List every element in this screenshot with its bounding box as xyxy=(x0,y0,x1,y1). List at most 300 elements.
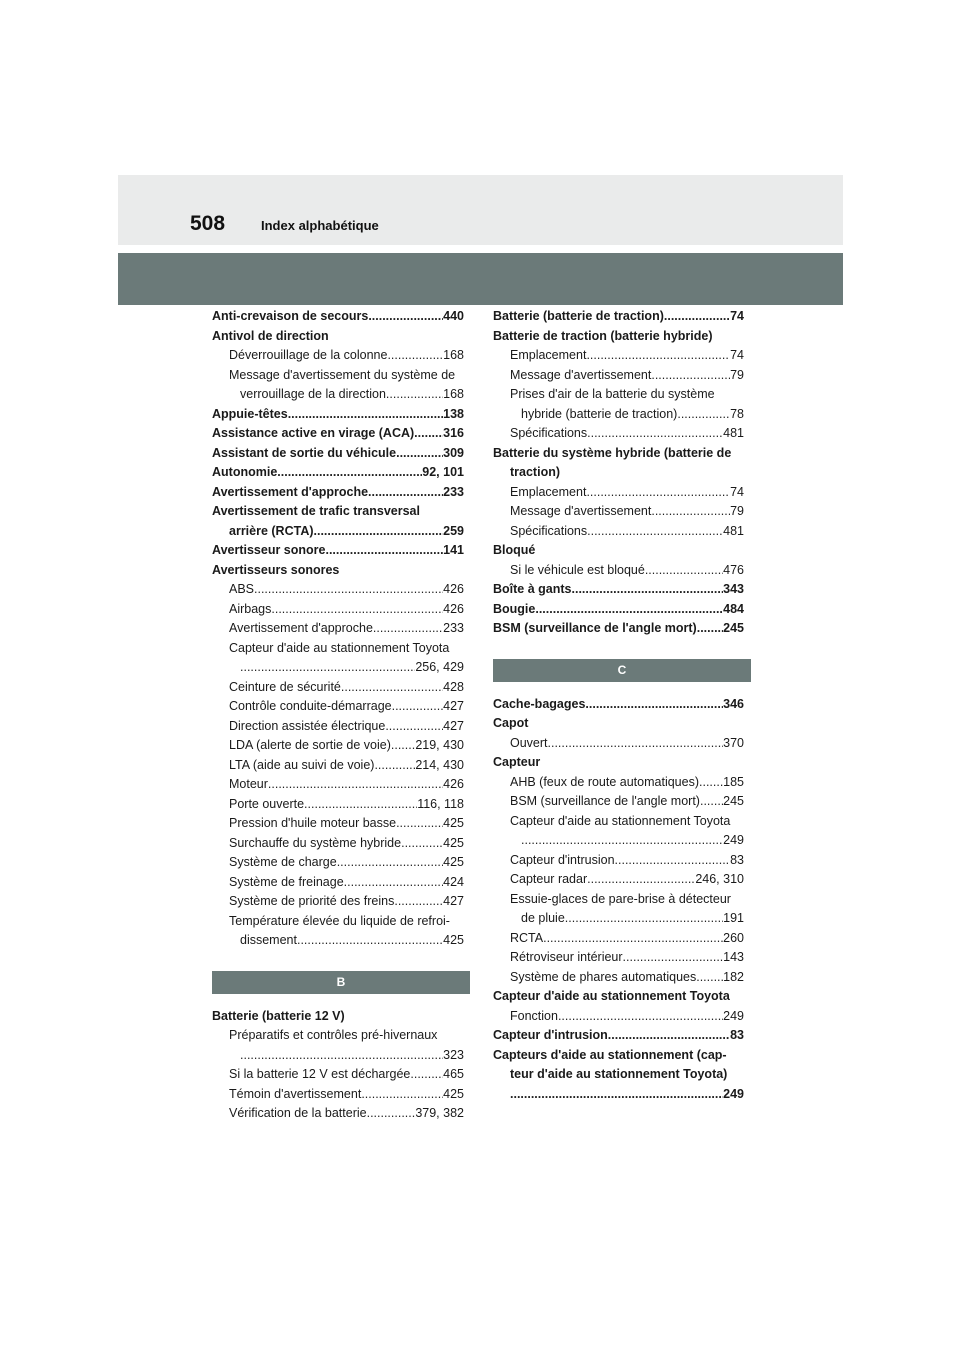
entry-text: Témoin d'avertissement xyxy=(229,1086,362,1101)
entry-continuation xyxy=(212,522,464,542)
dot-leader xyxy=(304,795,417,815)
dot-leader xyxy=(387,346,443,366)
page-ref: 426 xyxy=(443,582,464,596)
page-ref: 476 xyxy=(723,562,744,577)
dot-leader xyxy=(615,851,731,871)
page-ref: 484 xyxy=(723,601,744,616)
entry-text: Porte ouverte xyxy=(229,796,305,811)
entry-line xyxy=(229,912,464,932)
section-letter-c: C xyxy=(493,659,751,682)
dot-leader xyxy=(677,405,730,425)
page-ref: 233 xyxy=(443,621,464,635)
page-title: Index alphabétique xyxy=(261,218,379,233)
entry-line xyxy=(493,444,744,464)
dot-leader xyxy=(565,909,723,929)
page-ref: 233 xyxy=(443,484,464,499)
entry-line xyxy=(212,1007,464,1027)
entry-continuation xyxy=(493,1065,744,1085)
entry-text: Ceinture de sécurité xyxy=(229,679,341,694)
entry-line xyxy=(493,307,744,327)
dot-leader xyxy=(385,717,443,737)
index-subentry xyxy=(493,483,744,503)
index-subentry xyxy=(493,890,744,929)
entry-line xyxy=(510,773,744,793)
page-ref: 79 xyxy=(730,367,744,382)
entry-line xyxy=(229,697,464,717)
dot-leader xyxy=(240,658,415,678)
entry-text: Capot xyxy=(493,716,529,730)
entry-line xyxy=(229,619,464,639)
page-ref: 425 xyxy=(443,816,464,830)
page-ref: 214, 430 xyxy=(415,757,464,772)
dot-leader xyxy=(361,1085,443,1105)
page-ref: 74 xyxy=(730,348,744,362)
entry-text: Boîte à gants xyxy=(493,582,572,596)
page-ref: 182 xyxy=(723,969,744,984)
index-subentry xyxy=(212,873,464,893)
entry-text: Capteur d'aide au stationnement Toyota xyxy=(493,989,730,1003)
dot-leader xyxy=(548,734,724,754)
entry-text: Capteur d'aide au stationnement Toyota xyxy=(229,640,450,655)
page-ref: 141 xyxy=(443,543,464,557)
entry-continuation xyxy=(510,405,744,425)
entry-text: verrouillage de la direction xyxy=(240,387,386,401)
dot-leader xyxy=(240,1046,443,1066)
dot-leader xyxy=(314,522,444,542)
entry-text: Spécifications xyxy=(510,523,588,538)
page-ref: 256, 429 xyxy=(415,660,464,674)
index-subentry xyxy=(212,1026,464,1065)
page-ref: 83 xyxy=(730,852,744,867)
entry-text: Système de freinage xyxy=(229,874,344,889)
entry-line xyxy=(510,346,744,366)
entry-line xyxy=(510,522,744,542)
page-ref: 249 xyxy=(723,1086,744,1101)
dot-leader xyxy=(699,773,723,793)
dot-leader xyxy=(386,385,443,405)
dot-leader xyxy=(651,366,730,386)
entry-line xyxy=(510,870,744,890)
index-subentry xyxy=(212,678,464,698)
index-subentry xyxy=(493,851,744,871)
dot-leader xyxy=(558,1007,723,1027)
page-ref: 323 xyxy=(443,1047,464,1062)
page-ref: 427 xyxy=(443,718,464,733)
entry-line xyxy=(229,346,464,366)
entry-line xyxy=(229,366,464,386)
dot-leader xyxy=(288,405,443,425)
dot-leader xyxy=(277,463,422,483)
entry-continuation xyxy=(229,931,464,951)
index-column-left xyxy=(212,307,464,1124)
dot-leader xyxy=(297,931,443,951)
page-ref: 481 xyxy=(723,523,744,538)
entry-text: Si la batterie 12 V est déchargée xyxy=(229,1067,411,1081)
entry-line xyxy=(493,619,744,639)
page-ref: 440 xyxy=(443,309,464,323)
entry-line xyxy=(510,385,744,405)
entry-continuation xyxy=(510,909,744,929)
page-ref: 481 xyxy=(723,426,744,440)
dot-leader xyxy=(374,756,415,776)
index-subentry xyxy=(493,366,744,386)
dot-leader xyxy=(368,483,443,503)
dot-leader xyxy=(623,948,724,968)
dot-leader xyxy=(585,695,723,715)
entry-continuation xyxy=(493,1085,744,1105)
entry-continuation xyxy=(493,463,744,483)
index-entry xyxy=(493,307,744,327)
dot-leader xyxy=(697,619,723,639)
entry-line xyxy=(229,814,464,834)
entry-text: Capteur radar xyxy=(510,872,588,886)
entry-text: Déverrouillage de la colonne xyxy=(229,348,388,362)
dot-leader xyxy=(587,522,723,542)
index-subentry xyxy=(212,814,464,834)
entry-text: Rétroviseur intérieur xyxy=(510,950,623,964)
index-entry xyxy=(493,444,744,483)
entry-text: hybride (batterie de traction) xyxy=(521,406,678,421)
entry-text: Prises d'air de la batterie du système xyxy=(510,387,715,401)
entry-text: Airbags xyxy=(229,601,272,616)
index-subentry xyxy=(493,734,744,754)
section-letter-b: B xyxy=(212,971,470,994)
entry-text: Message d'avertissement xyxy=(510,504,652,518)
entry-line xyxy=(510,366,744,386)
entry-line xyxy=(212,327,464,347)
entry-text: Appuie-têtes xyxy=(212,406,288,421)
entry-text: Anti-crevaison de secours xyxy=(212,309,369,323)
dot-leader xyxy=(410,1065,443,1085)
entry-text: traction) xyxy=(510,465,560,479)
entry-text: Antivol de direction xyxy=(212,328,329,343)
entry-text: Capteurs d'aide au stationnement (cap- xyxy=(493,1047,727,1062)
index-subentry xyxy=(212,1065,464,1085)
index-entry xyxy=(493,1046,744,1105)
index-subentry xyxy=(212,775,464,795)
entry-text: Avertissement d'approche xyxy=(212,484,369,499)
dot-leader xyxy=(586,346,730,366)
index-entry xyxy=(212,541,464,561)
page-ref: 260 xyxy=(723,930,744,945)
entry-text: Préparatifs et contrôles pré-hivernaux xyxy=(229,1028,438,1042)
page-ref: 143 xyxy=(723,950,744,964)
entry-text: teur d'aide au stationnement Toyota) xyxy=(510,1067,728,1081)
entry-text: Système de charge xyxy=(229,855,337,869)
page-ref: 249 xyxy=(723,1008,744,1023)
index-subentry xyxy=(212,346,464,366)
index-subentry xyxy=(212,834,464,854)
entry-line xyxy=(229,1065,464,1085)
entry-text: Capteur d'intrusion xyxy=(493,1028,608,1042)
entry-line xyxy=(229,853,464,873)
entry-line xyxy=(510,734,744,754)
dot-leader xyxy=(394,892,443,912)
page-ref: 379, 382 xyxy=(415,1106,464,1120)
dot-leader xyxy=(396,444,443,464)
entry-text: Avertissement d'approche xyxy=(229,621,373,635)
dot-leader xyxy=(254,580,443,600)
page-ref: 370 xyxy=(723,735,744,750)
index-column-right xyxy=(493,307,744,1104)
entry-line xyxy=(212,483,464,503)
index-subentry xyxy=(493,968,744,988)
index-subentry xyxy=(493,346,744,366)
index-entry xyxy=(212,483,464,503)
index-subentry xyxy=(212,1085,464,1105)
entry-text: BSM (surveillance de l'angle mort) xyxy=(510,794,700,808)
index-subentry xyxy=(493,948,744,968)
entry-line xyxy=(493,1026,744,1046)
entry-text: Spécifications xyxy=(510,426,588,440)
index-entry xyxy=(212,1007,464,1027)
page-ref: 74 xyxy=(730,484,744,499)
index-entry xyxy=(493,580,744,600)
entry-line xyxy=(510,968,744,988)
entry-text: Pression d'huile moteur basse xyxy=(229,816,397,830)
entry-text: Système de priorité des freins xyxy=(229,894,395,908)
entry-text: Bloqué xyxy=(493,543,536,557)
entry-text: Capteur xyxy=(493,755,541,769)
entry-text: arrière (RCTA) xyxy=(229,523,314,538)
index-subentry xyxy=(493,792,744,812)
index-entry xyxy=(493,714,744,734)
page-ref: 425 xyxy=(443,1086,464,1101)
entry-text: Batterie (batterie 12 V) xyxy=(212,1008,345,1023)
entry-text: Batterie du système hybride (batterie de xyxy=(493,445,732,460)
page-ref: 138 xyxy=(443,406,464,421)
index-subentry xyxy=(212,639,464,678)
index-subentry xyxy=(493,812,744,851)
index-entry xyxy=(493,600,744,620)
page-ref: 427 xyxy=(443,894,464,908)
page-ref: 249 xyxy=(723,833,744,847)
page-ref: 426 xyxy=(443,777,464,791)
index-subentry xyxy=(493,385,744,424)
index-entry xyxy=(212,444,464,464)
page-ref: 259 xyxy=(443,523,464,538)
index-subentry xyxy=(493,424,744,444)
entry-text: Emplacement xyxy=(510,348,587,362)
dot-leader xyxy=(341,678,443,698)
entry-text: Système de phares automatiques xyxy=(510,969,697,984)
index-subentry xyxy=(212,580,464,600)
dot-leader xyxy=(587,424,723,444)
index-subentry xyxy=(212,717,464,737)
entry-line xyxy=(229,639,464,659)
index-subentry xyxy=(493,1007,744,1027)
header-accent-bar xyxy=(118,253,843,305)
page-ref: 428 xyxy=(443,679,464,694)
page-ref: 427 xyxy=(443,699,464,713)
entry-continuation xyxy=(229,658,464,678)
entry-text: Bougie xyxy=(493,601,536,616)
entry-text: Avertisseurs sonores xyxy=(212,562,340,577)
entry-text: Contrôle conduite-démarrage xyxy=(229,699,392,713)
entry-text: Fonction xyxy=(510,1008,558,1023)
dot-leader xyxy=(521,831,723,851)
entry-continuation xyxy=(229,385,464,405)
entry-line xyxy=(493,541,744,561)
entry-line xyxy=(510,929,744,949)
entry-line xyxy=(229,717,464,737)
dot-leader xyxy=(344,873,443,893)
page-ref: 74 xyxy=(730,309,744,323)
page-ref: 424 xyxy=(443,874,464,889)
entry-line xyxy=(229,600,464,620)
index-subentry xyxy=(212,892,464,912)
entry-line xyxy=(493,600,744,620)
entry-text: Avertissement de trafic transversal xyxy=(212,504,420,518)
dot-leader xyxy=(572,580,724,600)
index-entry xyxy=(212,405,464,425)
entry-text: Avertisseur sonore xyxy=(212,543,326,557)
entry-line xyxy=(229,795,464,815)
entry-text: Batterie (batterie de traction) xyxy=(493,309,664,323)
page-ref: 465 xyxy=(443,1067,464,1081)
index-entry xyxy=(493,541,744,561)
entry-line xyxy=(493,714,744,734)
entry-text: Moteur xyxy=(229,777,268,791)
entry-text: de pluie xyxy=(521,911,565,925)
entry-line xyxy=(493,987,744,1007)
index-subentry xyxy=(493,870,744,890)
page-ref: 246, 310 xyxy=(695,872,744,886)
entry-line xyxy=(229,1104,464,1124)
entry-text: Message d'avertissement du système de xyxy=(229,367,456,382)
entry-line xyxy=(510,890,744,910)
page-ref: 191 xyxy=(723,911,744,925)
entry-text: Surchauffe du système hybride xyxy=(229,835,402,850)
entry-line xyxy=(493,753,744,773)
page-ref: 116, 118 xyxy=(417,796,464,811)
index-entry xyxy=(212,463,464,483)
index-entry xyxy=(493,1026,744,1046)
dot-leader xyxy=(651,502,730,522)
dot-leader xyxy=(700,792,723,812)
index-subentry xyxy=(493,522,744,542)
entry-line xyxy=(510,792,744,812)
entry-line xyxy=(229,873,464,893)
dot-leader xyxy=(373,619,443,639)
index-subentry xyxy=(212,853,464,873)
index-subentry xyxy=(212,912,464,951)
dot-leader xyxy=(608,1026,730,1046)
page-ref: 168 xyxy=(443,387,464,401)
index-subentry xyxy=(493,929,744,949)
index-subentry xyxy=(212,697,464,717)
entry-text: Autonomie xyxy=(212,465,278,479)
index-subentry xyxy=(212,736,464,756)
dot-leader xyxy=(586,483,730,503)
entry-line xyxy=(493,327,744,347)
page-ref: 219, 430 xyxy=(415,738,464,752)
entry-text: LTA (aide au suivi de voie) xyxy=(229,757,375,772)
entry-line xyxy=(510,812,744,832)
entry-line xyxy=(510,483,744,503)
entry-line xyxy=(212,307,464,327)
dot-leader xyxy=(401,834,443,854)
index-entry xyxy=(493,327,744,347)
index-entry xyxy=(212,561,464,581)
entry-text: Assistant de sortie du véhicule xyxy=(212,445,397,460)
index-subentry xyxy=(212,600,464,620)
index-entry xyxy=(212,307,464,327)
entry-line xyxy=(212,463,464,483)
index-subentry xyxy=(212,795,464,815)
page-ref: 425 xyxy=(443,933,464,947)
index-subentry xyxy=(493,502,744,522)
page-number: 508 xyxy=(190,212,226,235)
dot-leader xyxy=(325,541,443,561)
dot-leader xyxy=(510,1085,723,1105)
dot-leader xyxy=(587,870,695,890)
entry-text: Capteur d'intrusion xyxy=(510,852,615,867)
dot-leader xyxy=(414,424,443,444)
entry-line xyxy=(229,834,464,854)
page-ref: 168 xyxy=(443,348,464,362)
page-ref: 83 xyxy=(730,1028,744,1042)
page-ref: 346 xyxy=(723,696,744,711)
entry-line xyxy=(229,736,464,756)
entry-line xyxy=(510,424,744,444)
index-entry xyxy=(493,753,744,773)
entry-line xyxy=(212,502,464,522)
entry-line xyxy=(493,580,744,600)
entry-text: Message d'avertissement xyxy=(510,367,652,382)
dot-leader xyxy=(392,697,444,717)
page-ref: 425 xyxy=(443,835,464,850)
entry-line xyxy=(510,948,744,968)
entry-line xyxy=(229,678,464,698)
entry-line xyxy=(510,851,744,871)
dot-leader xyxy=(664,307,730,327)
entry-text: Cache-bagages xyxy=(493,696,586,711)
entry-continuation xyxy=(229,1046,464,1066)
entry-line xyxy=(229,775,464,795)
dot-leader xyxy=(645,561,723,581)
entry-text: Ouvert xyxy=(510,735,548,750)
page-ref: 425 xyxy=(443,855,464,869)
page-ref: 78 xyxy=(730,406,744,421)
page-ref: 316 xyxy=(443,426,464,440)
entry-text: Vérification de la batterie xyxy=(229,1106,367,1120)
entry-line xyxy=(212,541,464,561)
page-ref: 426 xyxy=(443,601,464,616)
entry-line xyxy=(510,502,744,522)
page-ref: 245 xyxy=(723,794,744,808)
index-subentry xyxy=(212,756,464,776)
entry-text: RCTA xyxy=(510,930,544,945)
dot-leader xyxy=(337,853,443,873)
page-ref: 92, 101 xyxy=(422,465,464,479)
index-entry xyxy=(212,502,464,541)
entry-text: AHB (feux de route automatiques) xyxy=(510,774,699,789)
page-ref: 343 xyxy=(723,582,744,596)
index-entry xyxy=(212,327,464,347)
entry-line xyxy=(212,444,464,464)
entry-text: Direction assistée électrique xyxy=(229,718,386,733)
entry-text: dissement xyxy=(240,933,297,947)
entry-line xyxy=(493,695,744,715)
index-subentry xyxy=(493,773,744,793)
entry-line xyxy=(229,580,464,600)
entry-text: Capteur d'aide au stationnement Toyota xyxy=(510,813,731,828)
index-subentry xyxy=(212,366,464,405)
entry-line xyxy=(212,561,464,581)
entry-text: Emplacement xyxy=(510,484,587,499)
page-ref: 245 xyxy=(723,621,744,635)
